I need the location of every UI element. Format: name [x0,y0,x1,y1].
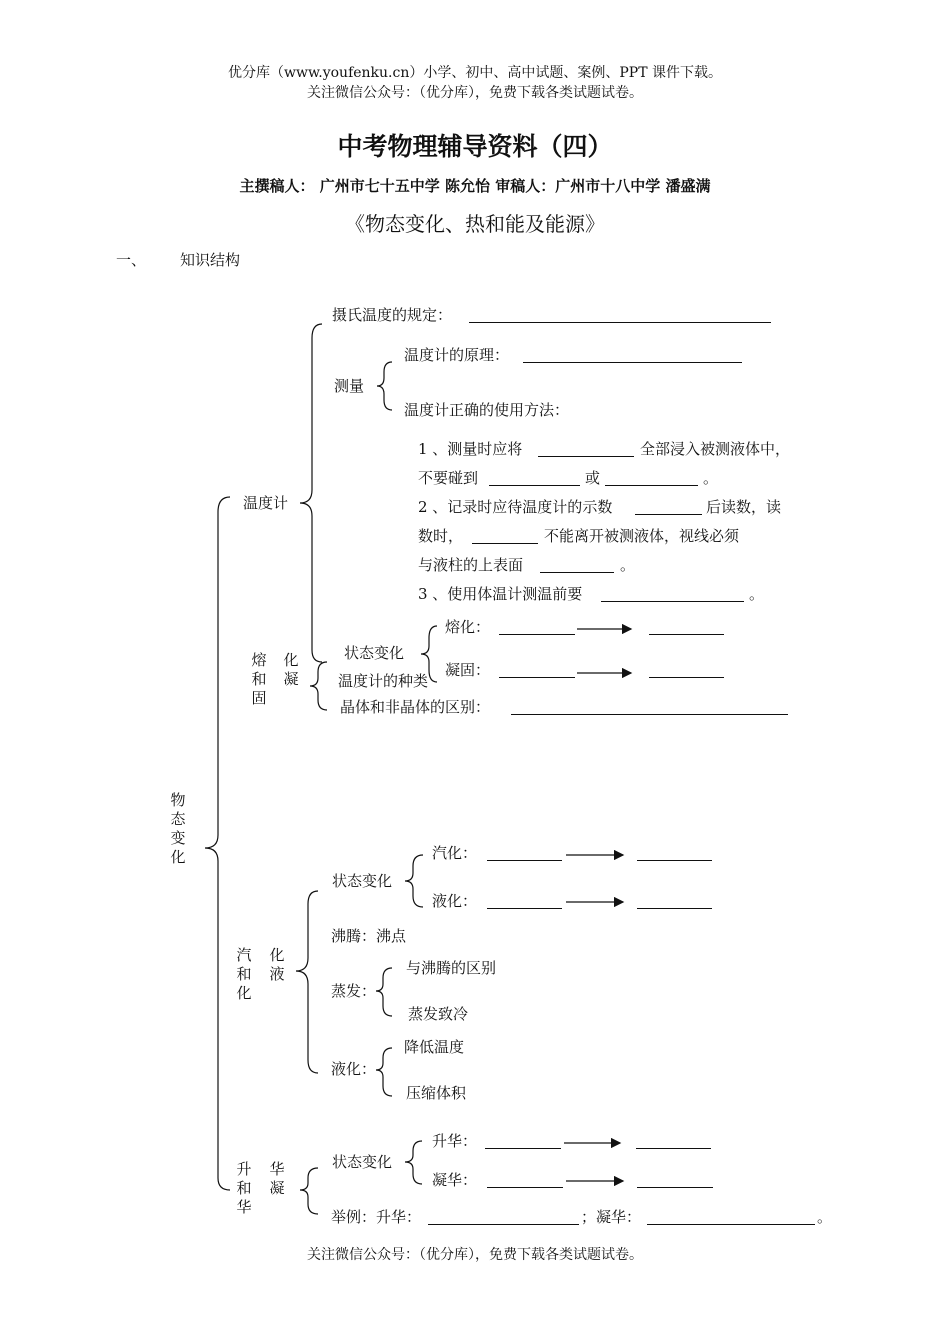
liquefaction-brace [376,1048,392,1096]
melting-label-left: 熔和固 [251,651,267,707]
authors-line: 主撰稿人： 广州市七十五中学 陈允怡 审稿人：广州市十八中学 潘盛满 [239,177,711,195]
compress-volume-label: 压缩体积 [406,1084,467,1102]
rule-3-text-a: 3 、使用体温计测温前要 [418,585,583,603]
thermometer-types-label: 温度计的种类 [338,672,429,690]
sublimation-state-brace [405,1141,422,1184]
sublime-label: 升华： [432,1132,478,1150]
vaporize-label: 汽化： [432,844,478,862]
celsius-definition-label: 摄氏温度的规定： [332,306,453,324]
header-line-2: 关注微信公众号：（优分库），免费下载各类试题试卷。 [307,85,643,101]
solidify-label: 凝固： [445,661,491,679]
root-label: 物态变化 [170,791,186,866]
thermometer-brace [300,324,322,662]
thermometer-label: 温度计 [243,494,289,512]
rule-2-text-d: 不能离开被测液体，视线必须 [544,527,740,545]
melting-label-right: 化凝 [283,651,299,688]
sublimation-state-change-label: 状态变化 [332,1153,393,1171]
vaporize-blank-to[interactable] [637,860,712,861]
rule-2-blank-a[interactable] [635,514,702,515]
example-sublimation-label: 举例：升华： [331,1208,422,1226]
vaporization-label-left: 汽和化 [236,946,252,1002]
sublime-blank-to[interactable] [636,1148,711,1149]
evaporation-label: 蒸发： [331,982,377,1000]
section-number: 一、 [116,251,147,269]
sublimation-brace [300,1168,318,1214]
rule-1-blank-a[interactable] [538,456,634,457]
example-end-period: 。 [817,1208,833,1226]
header-line-1: 优分库（www.youfenku.cn）小学、初中、高中试题、案例、PPT 课件下载。 [227,65,722,81]
desublime-blank-from[interactable] [487,1187,563,1188]
rule-2-text-c: 数时， [418,527,464,545]
liquefy-blank-to[interactable] [637,908,712,909]
crystal-difference-blank[interactable] [511,714,788,715]
example-desublimation-label: ；凝华： [581,1208,642,1226]
example-desublimation-blank[interactable] [647,1224,815,1225]
measure-label: 测量 [334,377,365,395]
rule-2-text-e: 与液柱的上表面 [418,556,524,574]
rule-2-text-b: 后读数，读 [706,498,782,516]
vaporize-blank-from[interactable] [487,860,562,861]
liquefy-label: 液化： [432,892,478,910]
desublime-blank-to[interactable] [637,1187,713,1188]
liquefaction-label: 液化： [331,1060,377,1078]
rule-1-text-e: 。 [703,469,719,487]
rule-2-text-f: 。 [620,556,636,574]
rule-1-text-c: 不要碰到 [418,469,479,487]
thermometer-principle-label: 温度计的原理： [404,346,510,364]
rule-1-text-a: 1 、测量时应将 [418,440,523,458]
vaporization-label-right: 化液 [269,946,285,983]
melt-blank-from[interactable] [499,634,575,635]
usage-method-label: 温度计正确的使用方法： [404,401,570,419]
sublimation-label-right: 华凝 [269,1160,285,1197]
rule-2-text-a: 2 、记录时应待温度计的示数 [418,498,613,516]
solidify-blank-from[interactable] [499,677,575,678]
vaporization-brace [296,891,318,1073]
rule-1-text-b: 全部浸入被测液体中， [640,440,791,458]
melting-state-change-label: 状态变化 [344,644,405,662]
rule-2-blank-b[interactable] [472,543,538,544]
rule-1-blank-c[interactable] [605,485,698,486]
example-sublimation-blank[interactable] [428,1224,579,1225]
boiling-label: 沸腾：沸点 [331,927,407,945]
document-title: 中考物理辅导资料（四） [337,132,613,161]
lower-temperature-label: 降低温度 [404,1038,465,1056]
rule-1-text-d: 或 [585,469,601,487]
crystal-difference-label: 晶体和非晶体的区别： [340,698,491,716]
sublimation-label-left: 升和华 [236,1160,252,1216]
evaporation-brace [376,968,392,1016]
evaporation-cooling-label: 蒸发致冷 [408,1005,469,1023]
melt-label: 熔化： [445,618,491,636]
desublime-label: 凝华： [432,1171,478,1189]
rule-3-blank[interactable] [601,601,744,602]
section-title: 知识结构 [180,251,241,269]
root-brace [205,497,230,1190]
vapor-state-brace [405,855,423,907]
measure-brace [377,362,392,410]
evaporation-difference-label: 与沸腾的区别 [406,959,497,977]
sublime-blank-from[interactable] [485,1148,561,1149]
melting-brace [310,662,327,710]
vapor-state-change-label: 状态变化 [332,872,393,890]
celsius-definition-blank[interactable] [469,322,771,323]
thermometer-principle-blank[interactable] [523,362,742,363]
liquefy-blank-from[interactable] [487,908,562,909]
solidify-blank-to[interactable] [649,677,724,678]
melt-blank-to[interactable] [649,634,724,635]
rule-2-blank-c[interactable] [540,572,614,573]
rule-3-text-b: 。 [749,585,765,603]
document-subtitle: 《物态变化、热和能及能源》 [345,212,605,236]
footer-line-2: 关注微信公众号：（优分库），免费下载各类试题试卷。 [307,1247,643,1263]
rule-1-blank-b[interactable] [489,485,580,486]
